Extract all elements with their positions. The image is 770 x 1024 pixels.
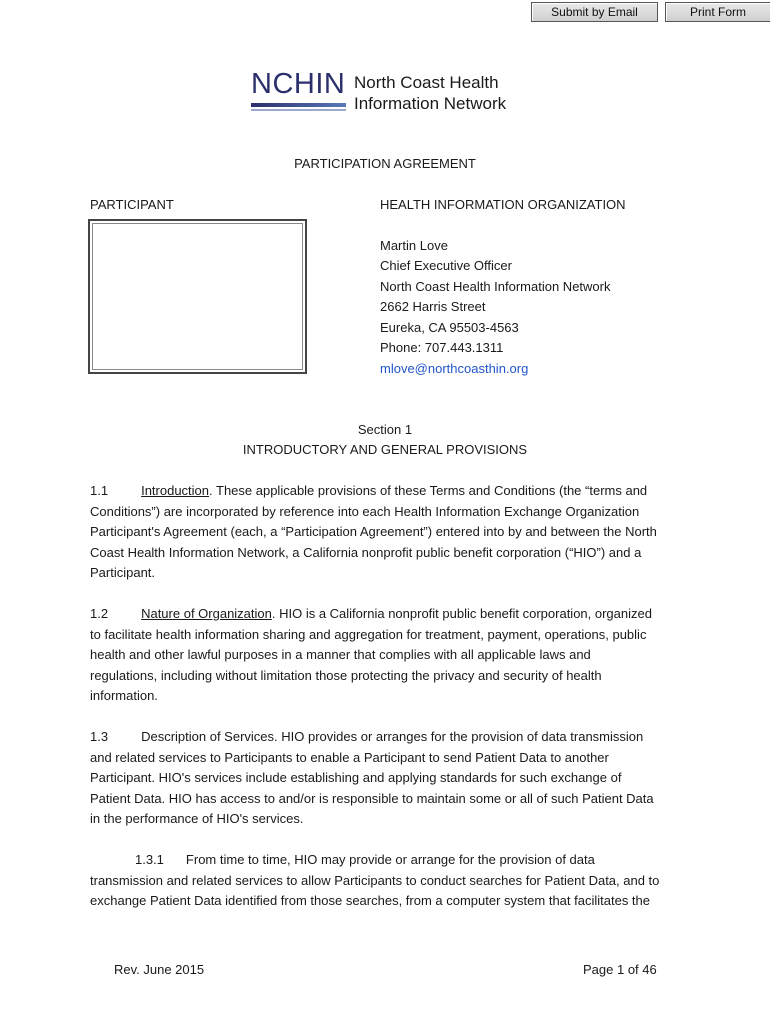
paragraph-line: Coast Health Information Network, a California nonprofit public benefit corporation (“HIO”) and a xyxy=(90,544,642,560)
paragraph-1-3-1 xyxy=(90,850,680,912)
paragraph-number: 1.1 xyxy=(90,483,109,498)
paragraph-heading: Introduction xyxy=(141,483,210,498)
paragraph-line: health and other lawful purposes in a manner that complies with all applicable laws and xyxy=(90,647,591,662)
paragraph-1-2 xyxy=(90,604,680,707)
paragraph-number: 1.3.1 xyxy=(135,852,164,867)
paragraph-line: and related services to Participants to enable a Participant to send Patient Data to another xyxy=(90,749,609,765)
document-title: PARTICIPATION AGREEMENT xyxy=(294,156,476,171)
section-number: Section 1 xyxy=(357,422,413,437)
section-title: INTRODUCTORY AND GENERAL PROVISIONS xyxy=(242,442,528,457)
logo-underline xyxy=(251,103,346,107)
paragraph-line: regulations, including without limitation those protecting the privacy and security of health xyxy=(90,667,602,683)
paragraph-line: . These applicable provisions of these Terms and Conditions (the “terms and xyxy=(209,483,648,498)
hio-email-link[interactable]: mlove@northcoasthin.org xyxy=(380,361,529,376)
paragraph-line: Participant. HIO's services include establishing and applying standards for such exchange of xyxy=(90,770,622,785)
logo-underline-secondary xyxy=(251,109,346,111)
paragraph-line: Description of Services. HIO provides or arranges for the provision of data transmission xyxy=(141,729,644,744)
logo-mark: NCHIN xyxy=(251,68,346,100)
footer-revision: Rev. June 2015 xyxy=(114,962,205,977)
logo-wordmark xyxy=(354,72,506,114)
paragraph-line: Participant's Agreement (each, a “Participation Agreement”) entered into by and between the North xyxy=(90,524,657,539)
paragraph-heading: Nature of Organization xyxy=(141,606,272,621)
submit-by-email-button[interactable]: Submit by Email xyxy=(531,2,658,22)
paragraph-line: to facilitate health information sharing and aggregation for treatment, payment, operations, public xyxy=(90,626,647,642)
hio-contact-name: Martin Love xyxy=(380,238,448,253)
paragraph-line: in the performance of HIO's services. xyxy=(90,811,304,826)
paragraph-number: 1.2 xyxy=(90,606,109,621)
paragraph-line: information. xyxy=(90,688,158,703)
hio-city: Eureka, CA 95503-4563 xyxy=(380,320,519,335)
footer-page-number: Page 1 of 46 xyxy=(583,962,657,977)
paragraph-line: exchange Patient Data identified from those searches, from a computer system that facilitates the xyxy=(90,893,651,908)
hio-street: 2662 Harris Street xyxy=(380,299,486,314)
logo-line-1: North Coast Health xyxy=(354,73,499,92)
hio-phone: Phone: 707.443.1311 xyxy=(380,340,504,355)
paragraph-number: 1.3 xyxy=(90,729,109,744)
paragraph-line: Participant. xyxy=(90,565,156,580)
hio-contact-title: Chief Executive Officer xyxy=(380,258,512,273)
hio-heading: HEALTH INFORMATION ORGANIZATION xyxy=(380,197,626,212)
participant-input-box[interactable] xyxy=(88,219,307,374)
paragraph-line: transmission and related services to allow Participants to conduct searches for Patient Data, and to xyxy=(90,872,660,888)
logo-line-2: Information Network xyxy=(354,94,507,113)
paragraph-1-3 xyxy=(90,727,680,830)
hio-org-name: North Coast Health Information Network xyxy=(380,279,611,294)
paragraph-line: Conditions”) are incorporated by reference into each Health Information Exchange Organization xyxy=(90,503,640,519)
nchin-logo xyxy=(251,68,526,118)
paragraph-1-1 xyxy=(90,481,680,584)
paragraph-line: From time to time, HIO may provide or arrange for the provision of data xyxy=(185,852,595,867)
paragraph-line: Patient Data. HIO has access to and/or is responsible to maintain some or all of such Patient Data xyxy=(90,790,654,806)
participant-heading: PARTICIPANT xyxy=(90,197,174,212)
print-form-button[interactable]: Print Form xyxy=(665,2,770,22)
paragraph-line: . HIO is a California nonprofit public benefit corporation, organized xyxy=(271,606,652,621)
